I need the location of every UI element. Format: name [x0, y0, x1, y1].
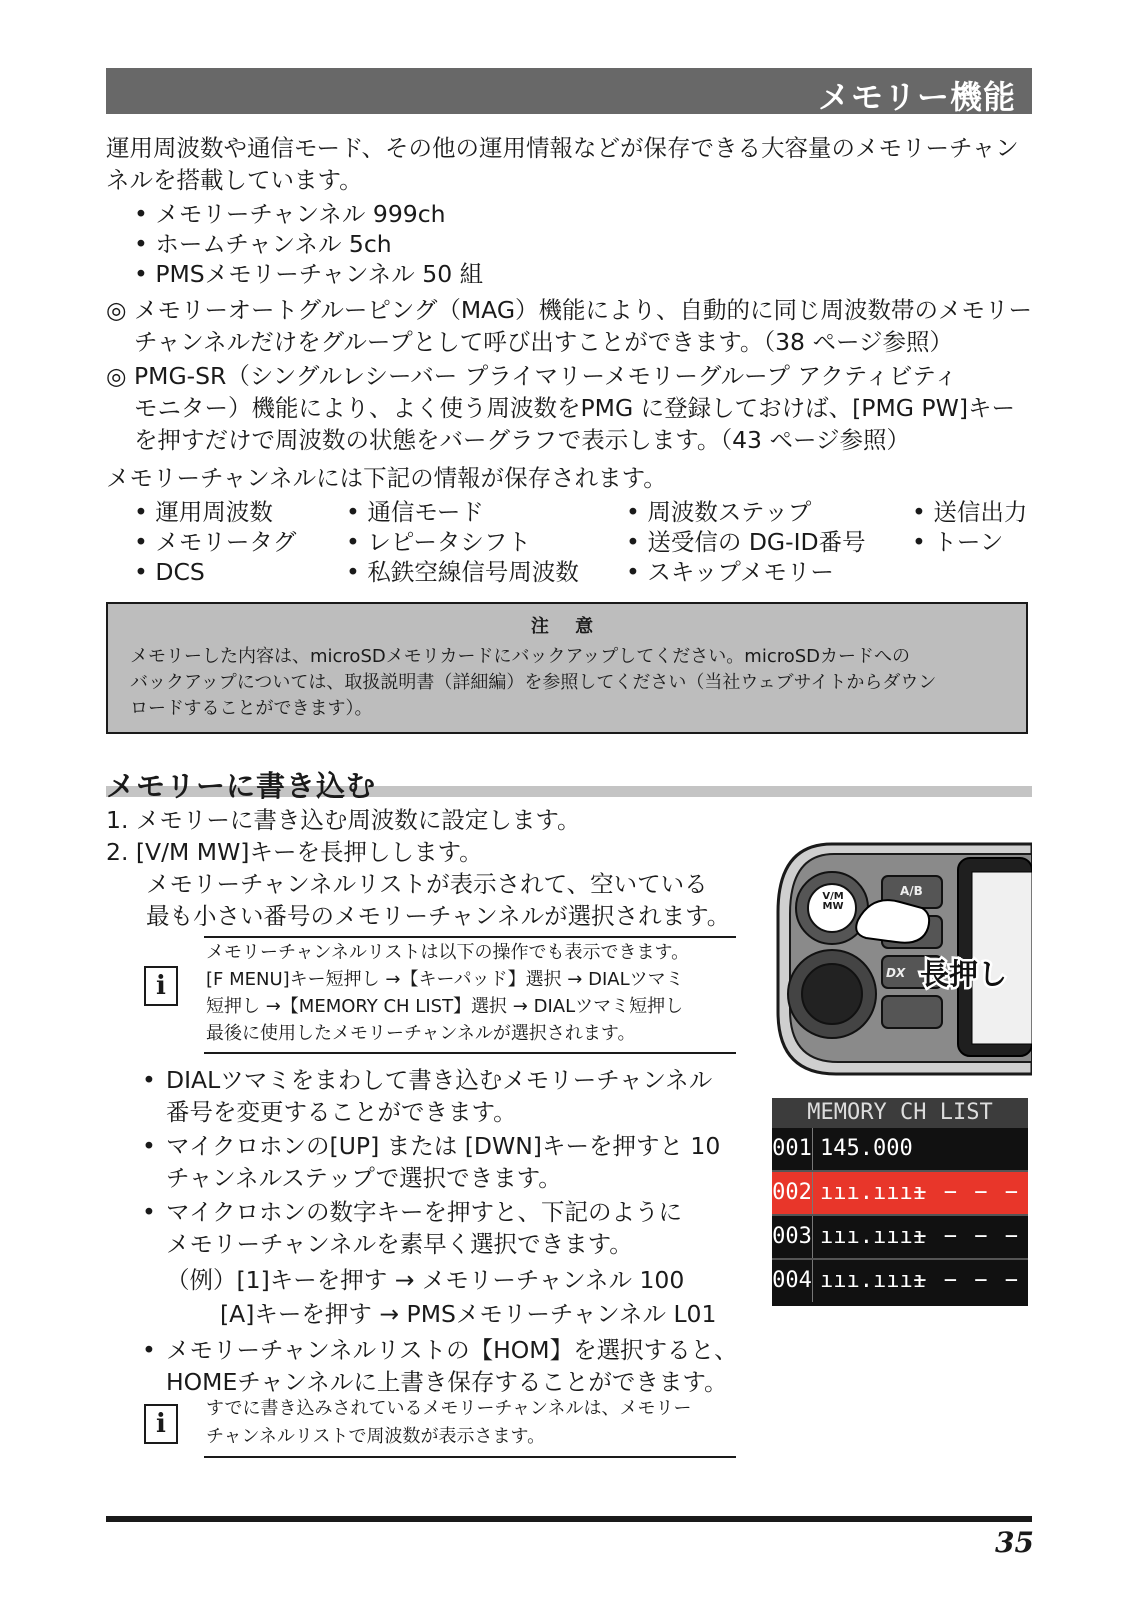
note-line: メモリーチャンネルを素早く選択できます。 — [166, 1230, 633, 1258]
info-icon: i — [144, 966, 178, 1006]
lcd-row-dash: − − − − — [913, 1224, 1020, 1249]
lcd-row-number: 004 — [772, 1260, 813, 1302]
lcd-header: MEMORY CH LIST — [772, 1098, 1028, 1128]
notice-line: バックアップについては、取扱説明書（詳細編）を参照してください（当社ウェブサイトからダウン — [130, 672, 937, 693]
info-line: 短押し →【MEMORY CH LIST】選択 → DIALツマミ短押し — [206, 996, 684, 1017]
note-line: メモリーチャンネルリストの【HOM】を選択すると、 — [166, 1336, 738, 1364]
saved-item: • レピータシフト — [346, 528, 531, 556]
saved-item: • スキップメモリー — [626, 558, 834, 586]
lcd-row-value: ııı.ıııı — [820, 1224, 926, 1249]
lcd-row-value: 145.000 — [820, 1136, 913, 1161]
feature-line: モニター）機能により、よく使う周波数をPMG に登録しておけば、[PMG PW]キー — [134, 394, 1015, 422]
saved-item: • 送信出力 — [912, 498, 1028, 526]
lcd-row-dash: − − − − — [913, 1268, 1020, 1293]
notice-line: メモリーした内容は、microSDメモリカードにバックアップしてください。microSDカードへの — [130, 646, 911, 667]
notice-title: 注 意 — [530, 616, 604, 637]
note-line: HOMEチャンネルに上書き保存することができます。 — [166, 1368, 728, 1396]
vm-label: V/M — [822, 891, 844, 902]
intro-line: 運用周波数や通信モード、その他の運用情報などが保存できる大容量のメモリーチャン — [106, 134, 1019, 162]
note-bullet: • — [142, 1336, 156, 1364]
lcd-row-selected[interactable] — [772, 1172, 1028, 1214]
saved-item: • DCS — [134, 558, 205, 586]
example-line: [A]キーを押す → PMSメモリーチャンネル L01 — [220, 1300, 717, 1328]
saved-item: • 運用周波数 — [134, 498, 273, 526]
lcd-row-number: 001 — [772, 1128, 813, 1170]
divider — [204, 936, 736, 938]
info-line: メモリーチャンネルリストは以下の操作でも表示できます。 — [206, 942, 690, 963]
saved-info-title: メモリーチャンネルには下記の情報が保存されます。 — [106, 464, 667, 492]
lcd-row[interactable] — [772, 1260, 1028, 1302]
section-heading: メモリーに書き込む — [106, 769, 377, 803]
dx-key[interactable]: DX — [886, 966, 906, 980]
saved-item: • 通信モード — [346, 498, 484, 526]
lcd-row[interactable] — [772, 1216, 1028, 1258]
feature-line: を押すだけで周波数の状態をバーグラフで表示します。（43 ページ参照） — [134, 426, 910, 454]
saved-item: • 周波数ステップ — [626, 498, 812, 526]
feature-line: PMG-SR（シングルレシーバー プライマリーメモリーグループ アクティビティ — [134, 362, 958, 390]
intro-bullet: • メモリーチャンネル 999ch — [134, 200, 446, 228]
memory-ch-list-screen — [772, 1098, 1028, 1306]
info-line: チャンネルリストで周波数が表示さます。 — [206, 1426, 546, 1447]
saved-item: • 送受信の DG-ID番号 — [626, 528, 866, 556]
note-bullet: • — [142, 1066, 156, 1094]
note-bullet: • — [142, 1132, 156, 1160]
note-line: マイクロホンの[UP] または [DWN]キーを押すと 10 — [166, 1132, 721, 1160]
feature-mark: ◎ — [106, 296, 127, 324]
divider — [204, 1456, 736, 1458]
feature-mark: ◎ — [106, 362, 127, 390]
info-line: すでに書き込みされているメモリーチャンネルは、メモリー — [206, 1398, 692, 1419]
intro-bullet: • PMSメモリーチャンネル 50 組 — [134, 260, 484, 288]
lcd-row[interactable] — [772, 1128, 1028, 1170]
lcd-row-number: 003 — [772, 1216, 813, 1258]
example-line: （例）[1]キーを押す → メモリーチャンネル 100 — [166, 1266, 685, 1294]
page-title: メモリー機能 — [817, 78, 1016, 116]
lcd-row-number: 002 — [772, 1172, 813, 1214]
long-press-label: 長押し — [920, 957, 1008, 991]
mw-label: MW — [822, 901, 844, 912]
lcd-row-value: ııı.ıııı — [820, 1180, 926, 1205]
lcd-row-value: ııı.ıııı — [820, 1268, 926, 1293]
feature-line: チャンネルだけをグループとして呼び出すことができます。（38 ページ参照） — [134, 328, 953, 356]
feature-line: メモリーオートグルーピング（MAG）機能により、自動的に同じ周波数帯のメモリー — [134, 296, 1033, 324]
info-line: [F MENU]キー短押し →【キーパッド】選択 → DIALツマミ — [206, 969, 684, 990]
saved-item: • メモリータグ — [134, 528, 297, 556]
step-2-desc: 最も小さい番号のメモリーチャンネルが選択されます。 — [146, 902, 731, 930]
info-icon: i — [144, 1404, 178, 1444]
notice-line: ロードすることができます）。 — [130, 698, 373, 719]
note-line: チャンネルステップで選択できます。 — [166, 1164, 562, 1192]
note-bullet: • — [142, 1198, 156, 1226]
section-header-bar — [106, 68, 1032, 114]
step-1: 1. メモリーに書き込む周波数に設定します。 — [106, 806, 581, 834]
info-line: 最後に使用したメモリーチャンネルが選択されます。 — [206, 1023, 636, 1044]
divider — [204, 1052, 736, 1054]
saved-item: • トーン — [912, 528, 1004, 556]
ab-key[interactable]: A/B — [900, 884, 923, 898]
vm-mw-key[interactable] — [818, 892, 848, 912]
note-line: マイクロホンの数字キーを押すと、下記のように — [166, 1198, 683, 1226]
note-line: 番号を変更することができます。 — [166, 1098, 517, 1126]
notice-box — [106, 602, 1028, 734]
step-2: 2. [V/M MW]キーを長押しします。 — [106, 838, 483, 866]
page-number: 35 — [995, 1526, 1034, 1559]
footer-rule — [106, 1516, 1032, 1522]
note-line: DIALツマミをまわして書き込むメモリーチャンネル — [166, 1066, 713, 1094]
saved-item: • 私鉄空線信号周波数 — [346, 558, 579, 586]
step-2-desc: メモリーチャンネルリストが表示されて、空いている — [146, 870, 708, 898]
intro-line: ネルを搭載しています。 — [106, 166, 363, 194]
intro-bullet: • ホームチャンネル 5ch — [134, 230, 392, 258]
lcd-row-dash: − − − − — [913, 1180, 1020, 1205]
